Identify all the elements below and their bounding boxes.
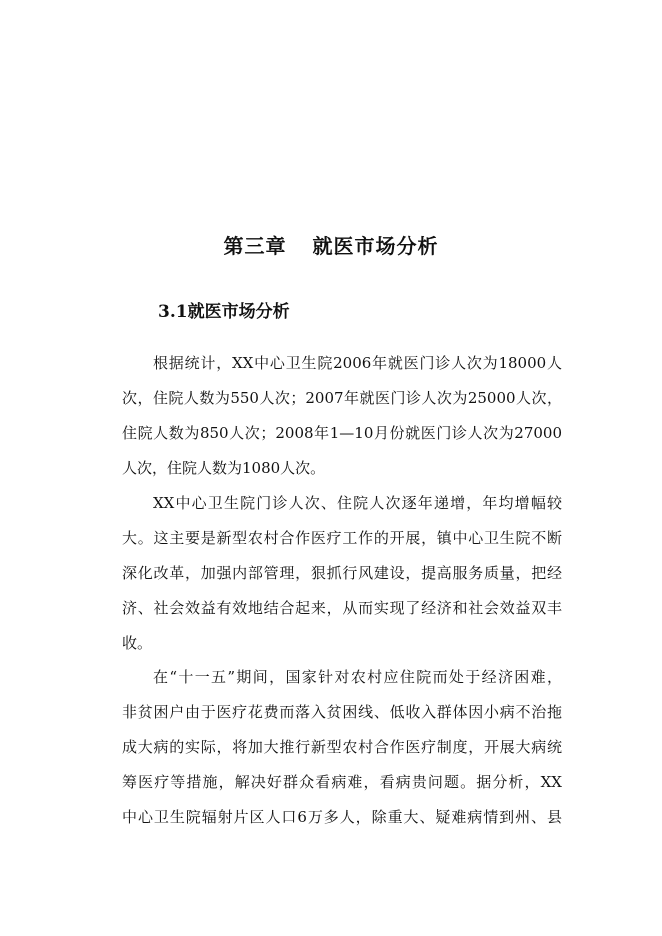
paragraph-line: 收。 bbox=[122, 634, 153, 652]
paragraph-line: 筹医疗等措施，解决好群众看病难，看病贵问题。据分析，XX bbox=[122, 773, 562, 791]
paragraph-line: 人次，住院人数为1080人次。 bbox=[122, 459, 326, 477]
chapter-name: 就医市场分析 bbox=[312, 234, 439, 258]
paragraph-growth-reasons bbox=[122, 486, 562, 661]
paragraph-line: 在“十一五”期间，国家针对农村应住院而处于经济困难， bbox=[153, 668, 562, 686]
paragraph-line: 非贫困户由于医疗花费而落入贫困线、低收入群体因小病不治拖 bbox=[122, 703, 562, 721]
paragraph-line: 中心卫生院辐射片区人口6万多人，除重大、疑难病情到州、县 bbox=[122, 808, 562, 826]
paragraph-line: 大。这主要是新型农村合作医疗工作的开展，镇中心卫生院不断 bbox=[122, 529, 562, 547]
paragraph-line: 住院人数为850人次；2008年1—10月份就医门诊人次为27000 bbox=[122, 424, 562, 442]
paragraph-policy-outlook bbox=[122, 660, 562, 835]
paragraph-visit-statistics bbox=[122, 346, 562, 486]
chapter-title bbox=[0, 232, 662, 260]
paragraph-line: XX中心卫生院门诊人次、住院人次逐年递增，年均增幅较 bbox=[153, 494, 562, 512]
paragraph-line: 深化改革，加强内部管理，狠抓行风建设，提高服务质量，把经 bbox=[122, 564, 562, 582]
paragraph-line: 根据统计，XX中心卫生院2006年就医门诊人次为18000人 bbox=[153, 354, 562, 372]
paragraph-line: 成大病的实际，将加大推行新型农村合作医疗制度，开展大病统 bbox=[122, 738, 562, 756]
paragraph-line: 济、社会效益有效地结合起来，从而实现了经济和社会效益双丰 bbox=[122, 599, 562, 617]
section-heading: 3.1就医市场分析 bbox=[158, 302, 290, 322]
chapter-number: 第三章 bbox=[223, 234, 287, 258]
paragraph-line: 次，住院人数为550人次；2007年就医门诊人次为25000人次， bbox=[122, 389, 562, 407]
